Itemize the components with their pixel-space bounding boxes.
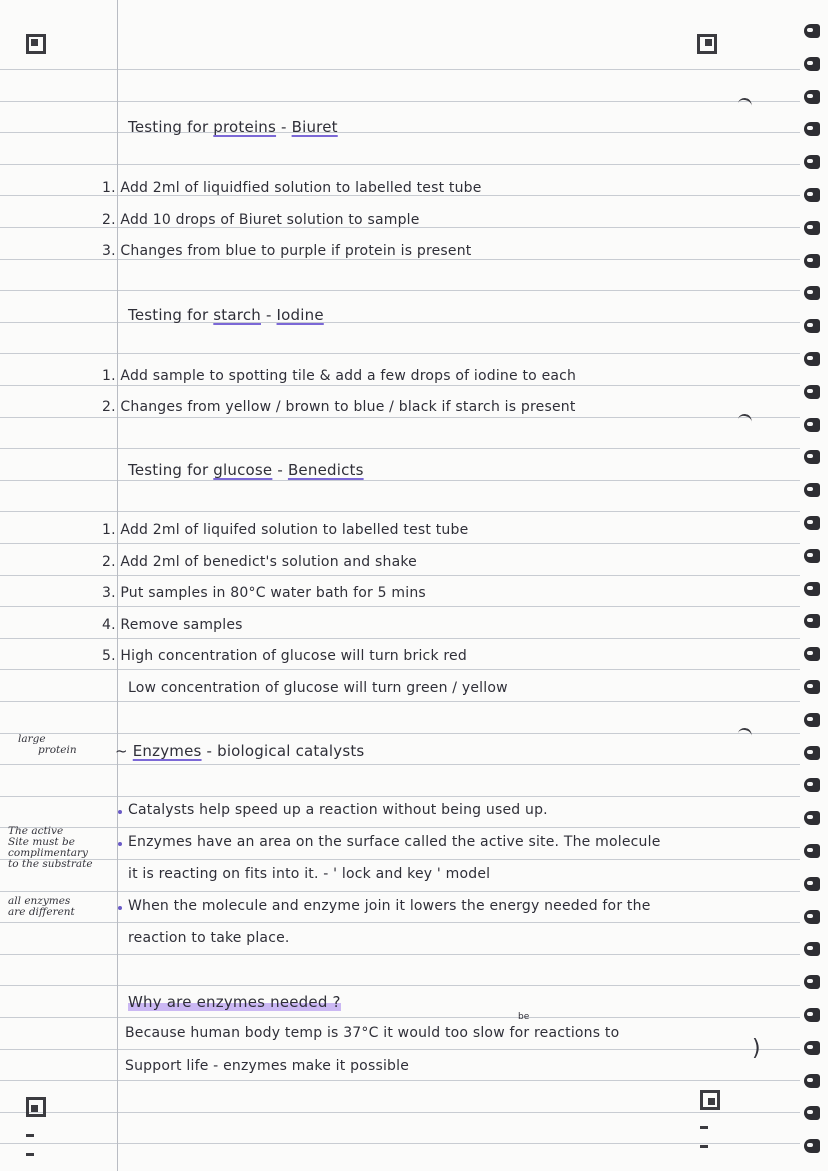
binding-ring <box>804 614 820 628</box>
binding-ring <box>804 942 820 956</box>
page-tick-mark <box>737 727 753 740</box>
binding-ring <box>804 1074 820 1088</box>
starch-step: 1. Add sample to spotting tile & add a few drops of iodine to each <box>102 368 577 384</box>
binding-ring <box>804 57 820 71</box>
ruled-line <box>0 796 800 797</box>
ruled-line <box>0 543 800 544</box>
ruled-line <box>0 322 800 323</box>
glucose-step: 5. High concentration of glucose will turn brick red <box>102 648 467 664</box>
binding-ring <box>804 221 820 235</box>
ruled-line <box>0 290 800 291</box>
binding-ring <box>804 844 820 858</box>
binding-ring <box>804 746 820 760</box>
page-corner-marker-icon <box>700 1090 720 1110</box>
binding-ring <box>804 910 820 924</box>
binding-ring <box>804 1106 820 1120</box>
ruled-line <box>0 827 800 828</box>
ruled-line <box>0 480 800 481</box>
binding-ring <box>804 483 820 497</box>
glucose-step: 3. Put samples in 80°C water bath for 5 mins <box>102 585 426 601</box>
binding-ring <box>804 877 820 891</box>
page-corner-marker-icon <box>26 1097 46 1117</box>
binding-ring <box>804 352 820 366</box>
ruled-line <box>0 385 800 386</box>
ruled-line <box>0 69 800 70</box>
ruled-line <box>0 606 800 607</box>
binding-ring <box>804 811 820 825</box>
glucose-step: 2. Add 2ml of benedict's solution and shake <box>102 554 417 570</box>
ruled-line <box>0 1049 800 1050</box>
ruled-line <box>0 1112 800 1113</box>
ruled-line <box>0 417 800 418</box>
binding-ring <box>804 450 820 464</box>
binding-ring <box>804 385 820 399</box>
binding-ring <box>804 319 820 333</box>
page-corner-marker-icon <box>26 34 46 54</box>
ruled-line <box>0 733 800 734</box>
glucose-step: 4. Remove samples <box>102 617 243 633</box>
ruled-line <box>0 669 800 670</box>
starch-step: 2. Changes from yellow / brown to blue / black if starch is present <box>102 399 576 415</box>
ruled-line <box>0 511 800 512</box>
heading-enzymes: ~ Enzymes - biological catalysts <box>115 742 365 760</box>
enzyme-line: Enzymes have an area on the surface called the active site. The molecule <box>128 834 661 850</box>
binding-ring <box>804 24 820 38</box>
ruled-line <box>0 575 800 576</box>
binding-ring <box>804 122 820 136</box>
binding-ring <box>804 286 820 300</box>
binding-ring <box>804 418 820 432</box>
binding-ring <box>804 90 820 104</box>
binding-ring <box>804 713 820 727</box>
ruled-line <box>0 1080 800 1081</box>
margin-note-large: large <box>18 733 46 745</box>
ruled-line <box>0 259 800 260</box>
ruled-line <box>0 701 800 702</box>
binding-ring <box>804 778 820 792</box>
enzyme-line: reaction to take place. <box>128 930 290 946</box>
ruled-line <box>0 448 800 449</box>
binding-ring <box>804 1139 820 1153</box>
bullet-point <box>118 842 122 846</box>
page-corner-marker-icon <box>697 34 717 54</box>
ruled-line <box>0 164 800 165</box>
ruled-line <box>0 764 800 765</box>
closing-bracket: ) <box>752 1036 761 1061</box>
binding-ring <box>804 254 820 268</box>
glucose-step: Low concentration of glucose will turn green / yellow <box>128 680 508 696</box>
binding-ring <box>804 975 820 989</box>
glucose-step: 1. Add 2ml of liquifed solution to labelled test tube <box>102 522 469 538</box>
inserted-word: be <box>518 1012 530 1022</box>
heading-starch: Testing for starch - Iodine <box>128 306 324 324</box>
ruled-line <box>0 985 800 986</box>
binding-ring <box>804 155 820 169</box>
heading-glucose: Testing for glucose - Benedicts <box>128 461 364 479</box>
ruled-line <box>0 954 800 955</box>
enzyme-line: Catalysts help speed up a reaction without being used up. <box>128 802 548 818</box>
ruled-line <box>0 922 800 923</box>
ruled-line <box>0 1143 800 1144</box>
margin-note-all-enzymes: all enzymes are different <box>8 895 75 918</box>
enzyme-line: When the molecule and enzyme join it lowers the energy needed for the <box>128 898 651 914</box>
ruled-line <box>0 859 800 860</box>
margin-note-protein: protein <box>38 744 77 756</box>
binding-ring <box>804 680 820 694</box>
protein-step: 1. Add 2ml of liquidfied solution to labelled test tube <box>102 180 482 196</box>
spiral-binding <box>798 0 828 1171</box>
answer-line: Support life - enzymes make it possible <box>125 1058 410 1074</box>
binding-ring <box>804 188 820 202</box>
ruled-line <box>0 353 800 354</box>
question-why-enzymes: Why are enzymes needed ? <box>128 993 341 1011</box>
heading-proteins: Testing for proteins - Biuret <box>128 118 338 136</box>
bullet-point <box>118 906 122 910</box>
binding-ring <box>804 516 820 530</box>
bullet-point <box>118 810 122 814</box>
answer-line: Because human body temp is 37°C it would too slow for reactions to <box>125 1025 620 1041</box>
margin-note-active-site: The active Site must be complimentary to the substrate <box>8 825 93 870</box>
enzyme-line: it is reacting on fits into it. - ' lock and key ' model <box>128 866 491 882</box>
binding-ring <box>804 1008 820 1022</box>
ruled-line <box>0 638 800 639</box>
binding-ring <box>804 549 820 563</box>
page-marker-dashes-icon <box>26 1122 46 1126</box>
page-tick-mark <box>737 413 753 426</box>
protein-step: 3. Changes from blue to purple if protein is present <box>102 243 472 259</box>
binding-ring <box>804 582 820 596</box>
binding-ring <box>804 1041 820 1055</box>
page-marker-dashes-icon <box>700 1114 720 1118</box>
protein-step: 2. Add 10 drops of Biuret solution to sample <box>102 212 420 228</box>
page-tick-mark <box>737 97 753 110</box>
ruled-line <box>0 891 800 892</box>
binding-ring <box>804 647 820 661</box>
ruled-line <box>0 1017 800 1018</box>
ruled-line <box>0 132 800 133</box>
ruled-line <box>0 101 800 102</box>
